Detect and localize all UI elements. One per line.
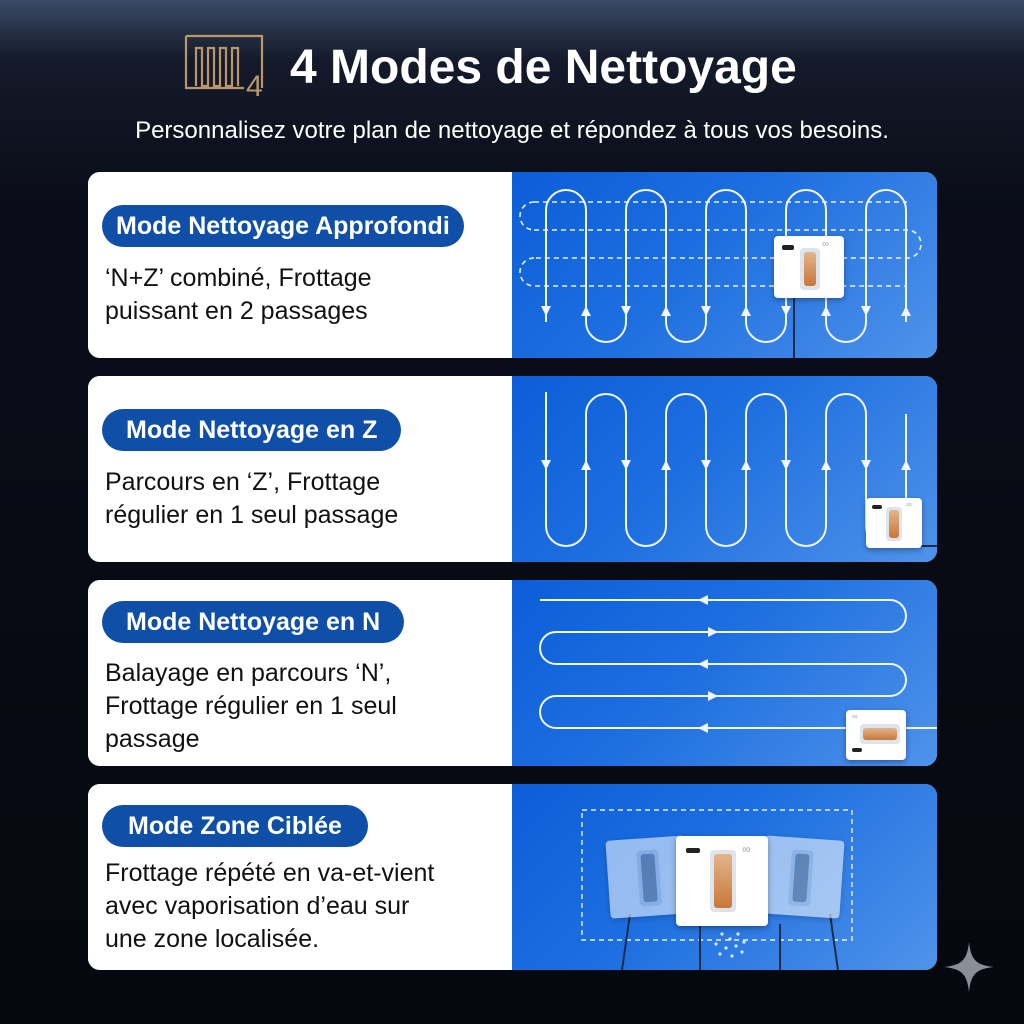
mode-description: Frottage répété en va-et-vient avec vaporisation d’eau sur une zone localisée.	[105, 859, 435, 953]
mode-card-z	[88, 376, 937, 562]
mode-description: Balayage en parcours ‘N’, Frottage régulier en 1 seul passage	[105, 659, 397, 753]
z-path-icon	[512, 376, 937, 562]
mode-title-pill: Mode Nettoyage en Z	[102, 409, 401, 451]
logo-digit: 4	[246, 70, 263, 102]
n-plus-z-path-icon	[512, 172, 937, 358]
window-robot-icon: ∞	[774, 236, 844, 298]
window-robot-icon: ∞	[866, 498, 922, 548]
mode-card-spot-zone	[88, 784, 937, 970]
window-robot-icon: ∞	[846, 710, 906, 760]
mode-title-pill: Mode Nettoyage en N	[102, 601, 404, 643]
sparkle-icon	[942, 940, 996, 994]
mode-title-pill: Mode Nettoyage Approfondi	[102, 205, 464, 247]
n-path-icon	[512, 580, 937, 766]
page-title: 4 Modes de Nettoyage	[290, 41, 797, 94]
mode-card-n	[88, 580, 937, 766]
mode-card-deep-clean	[88, 172, 937, 358]
robot-ghost-right-icon	[759, 835, 844, 918]
window-robot-icon: ∞	[676, 836, 768, 926]
spot-zone-icon	[512, 784, 937, 970]
mode-title-pill: Mode Zone Ciblée	[102, 805, 368, 847]
mode-description: Parcours en ‘Z’, Frottage régulier en 1 seul passage	[105, 468, 399, 529]
page-subtitle: Personnalisez votre plan de nettoyage et répondez à tous vos besoins.	[135, 117, 889, 144]
mode-description: ‘N+Z’ combiné, Frottage puissant en 2 passages	[105, 264, 372, 325]
four-modes-logo-icon	[182, 30, 268, 102]
